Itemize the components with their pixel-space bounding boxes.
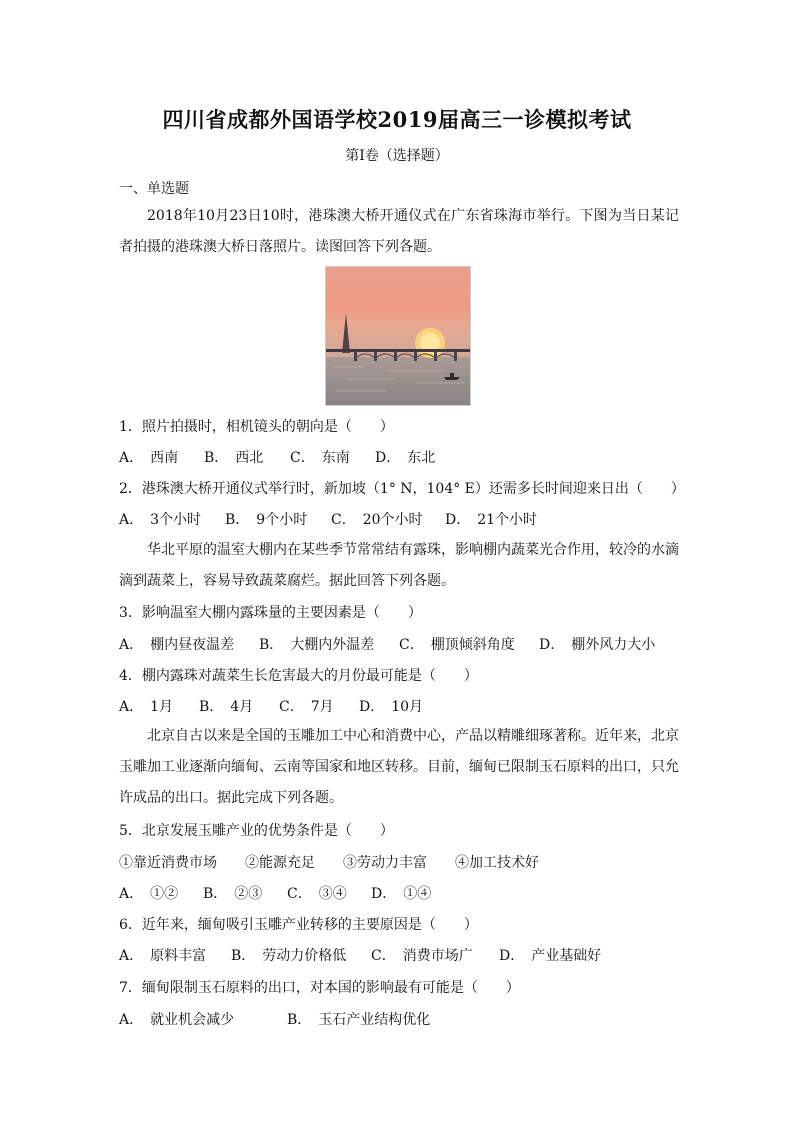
- bridge-deck: [326, 349, 470, 352]
- option-b[interactable]: B． 劳动力价格低: [231, 948, 347, 964]
- option-b[interactable]: B． 4月: [199, 699, 254, 715]
- option-b[interactable]: B． 大棚内外温差: [259, 637, 375, 653]
- option-a[interactable]: A． 原料丰富: [119, 948, 207, 964]
- option-c[interactable]: C． 棚顶倾斜角度: [399, 637, 515, 653]
- option-d[interactable]: D． 棚外风力大小: [539, 637, 656, 653]
- question-7-options: [119, 1009, 430, 1029]
- option-b[interactable]: B． 玉石产业结构优化: [287, 1012, 431, 1028]
- question-3-stem: 3．影响温室大棚内露珠量的主要因素是（ ）: [119, 605, 422, 621]
- question-1-stem: 1．照片拍摄时，相机镜头的朝向是（ ）: [119, 419, 394, 435]
- question-2-stem: 2．港珠澳大桥开通仪式举行时，新加坡（1° N，104° E）还需多长时间迎来日出（ ）: [119, 481, 685, 497]
- option-c[interactable]: C． 消费市场广: [371, 948, 473, 964]
- option-c[interactable]: C． ③④: [287, 886, 347, 902]
- section-heading: 一、单选题: [119, 181, 189, 197]
- intro-paragraph-3: 北京自古以来是全国的玉雕加工中心和消费中心，产品以精雕细琢著称。近年来，北京玉雕加工业逐渐向缅甸、云南等国家和地区转移。目前，缅甸已限制玉石原料的出口，只允许成品的出口。据此完成下列各题。: [119, 728, 679, 806]
- question-4-options: [119, 696, 423, 716]
- option-d[interactable]: D． 东北: [375, 450, 436, 466]
- option-d[interactable]: D． 产业基础好: [499, 948, 602, 964]
- question-4-stem: 4．棚内露珠对蔬菜生长危害最大的月份最可能是（ ）: [119, 668, 478, 684]
- bridge-sunset-photo: [325, 266, 471, 406]
- option-d[interactable]: D． ①④: [371, 886, 432, 902]
- exam-title: 四川省成都外国语学校2019届高三一诊模拟考试: [162, 107, 632, 132]
- intro-paragraph-1: 2018年10月23日10时，港珠澳大桥开通仪式在广东省珠海市举行。下图为当日某记者拍摄的港珠澳大桥日落照片。读图回答下列各题。: [119, 208, 679, 255]
- option-d[interactable]: D． 10月: [359, 699, 424, 715]
- question-6-stem: 6．近年来，缅甸吸引玉雕产业转移的主要原因是（ ）: [119, 917, 478, 933]
- option-c[interactable]: C． 7月: [279, 699, 334, 715]
- question-3-options: [119, 634, 655, 654]
- option-a[interactable]: A． 棚内昼夜温差: [119, 637, 235, 653]
- option-b[interactable]: B． 西北: [204, 450, 264, 466]
- question-5-stem: 5．北京发展玉雕产业的优势条件是（ ）: [119, 823, 394, 839]
- option-b[interactable]: B． 9个小时: [225, 512, 308, 528]
- option-c[interactable]: C． 20个小时: [331, 512, 423, 528]
- intro-paragraph-2: 华北平原的温室大棚内在某些季节常常结有露珠，影响棚内蔬菜光合作用，较冷的水滴滴到蔬菜上，容易导致蔬菜腐烂。据此回答下列各题。: [119, 542, 679, 589]
- option-c[interactable]: C． 东南: [290, 450, 350, 466]
- option-b[interactable]: B． ②③: [203, 886, 263, 902]
- option-a[interactable]: A． 西南: [119, 450, 179, 466]
- question-6-options: [119, 945, 601, 965]
- question-7-stem: 7．缅甸限制玉石原料的出口，对本国的影响最有可能是（ ）: [119, 980, 520, 996]
- question-1-options: [119, 447, 435, 467]
- option-a[interactable]: A． 3个小时: [119, 512, 202, 528]
- question-5-choices: ①靠近消费市场 ②能源充足 ③劳动力丰富 ④加工技术好: [119, 855, 539, 871]
- option-a[interactable]: A． 就业机会减少: [119, 1012, 235, 1028]
- option-a[interactable]: A． ①②: [119, 886, 179, 902]
- exam-subtitle: 第I卷（选择题）: [345, 148, 449, 164]
- option-d[interactable]: D． 21个小时: [445, 512, 538, 528]
- question-5-options: [119, 883, 431, 903]
- sunset-illustration: [326, 267, 470, 405]
- question-2-options: [119, 509, 537, 529]
- option-a[interactable]: A． 1月: [119, 699, 174, 715]
